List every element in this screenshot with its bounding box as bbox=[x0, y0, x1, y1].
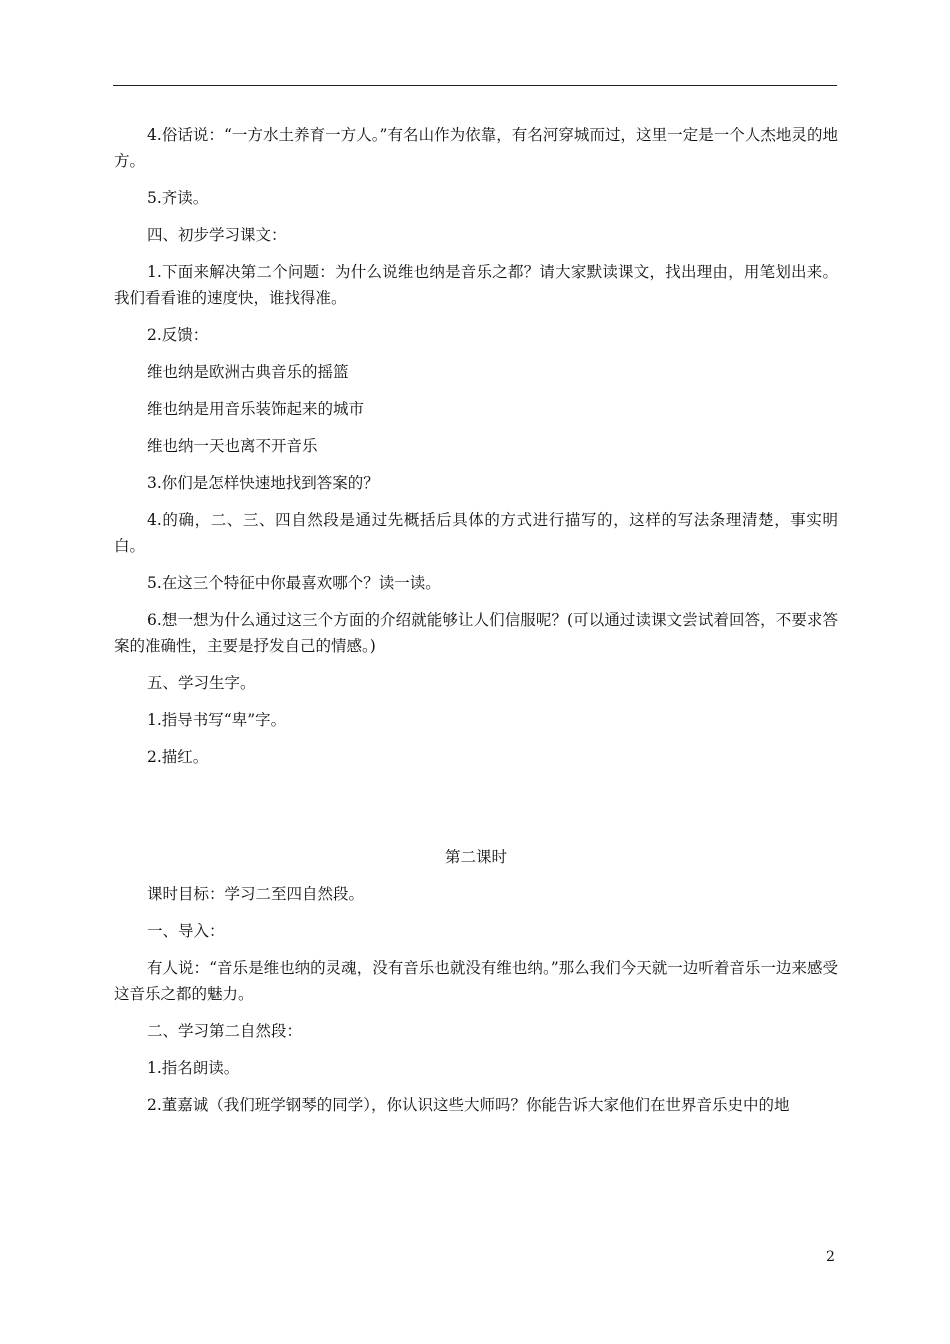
paragraph: 4.俗话说：“一方水土养育一方人。”有名山作为依靠，有名河穿城而过，这里一定是一个人杰地灵的地方。 bbox=[114, 126, 838, 170]
paragraph: 1.指名朗读。 bbox=[147, 1059, 240, 1077]
paragraph: 6.想一想为什么通过这三个方面的介绍就能够让人们信服呢？(可以通过读课文尝试着回答，不要求答案的准确性，主要是抒发自己的情感。) bbox=[114, 611, 838, 655]
spacer bbox=[114, 781, 838, 844]
paragraph: 5.齐读。 bbox=[147, 189, 209, 207]
document-body bbox=[114, 122, 838, 1129]
section-heading: 四、初步学习课文： bbox=[147, 226, 287, 244]
paragraph: 5.在这三个特征中你最喜欢哪个？读一读。 bbox=[147, 574, 441, 592]
section-heading: 二、学习第二自然段： bbox=[147, 1022, 303, 1040]
paragraph: 课时目标：学习二至四自然段。 bbox=[147, 885, 365, 903]
paragraph: 1.指导书写“卑”字。 bbox=[147, 711, 287, 729]
paragraph: 有人说：“音乐是维也纳的灵魂，没有音乐也就没有维也纳。”那么我们今天就一边听着音乐一边来感受这音乐之都的魅力。 bbox=[114, 959, 838, 1003]
section-heading: 一、导入： bbox=[147, 922, 225, 940]
page-number: 2 bbox=[826, 1249, 835, 1265]
paragraph: 2.董嘉诚（我们班学钢琴的同学），你认识这些大师吗？你能告诉大家他们在世界音乐史中的地 bbox=[147, 1096, 790, 1114]
paragraph: 2.反馈： bbox=[147, 326, 209, 344]
paragraph: 2.描红。 bbox=[147, 748, 209, 766]
list-item: 维也纳是欧洲古典音乐的摇篮 bbox=[147, 363, 349, 381]
paragraph: 4.的确，二、三、四自然段是通过先概括后具体的方式进行描写的，这样的写法条理清楚，事实明白。 bbox=[114, 511, 838, 555]
lesson-title: 第二课时 bbox=[444, 848, 507, 866]
paragraph: 1.下面来解决第二个问题：为什么说维也纳是音乐之都？请大家默读课文，找出理由，用笔划出来。我们看看谁的速度快，谁找得准。 bbox=[114, 263, 838, 307]
paragraph: 3.你们是怎样快速地找到答案的？ bbox=[147, 474, 379, 492]
list-item: 维也纳是用音乐装饰起来的城市 bbox=[147, 400, 365, 418]
section-heading: 五、学习生字。 bbox=[147, 674, 256, 692]
header-rule bbox=[113, 85, 837, 86]
list-item: 维也纳一天也离不开音乐 bbox=[147, 437, 318, 455]
